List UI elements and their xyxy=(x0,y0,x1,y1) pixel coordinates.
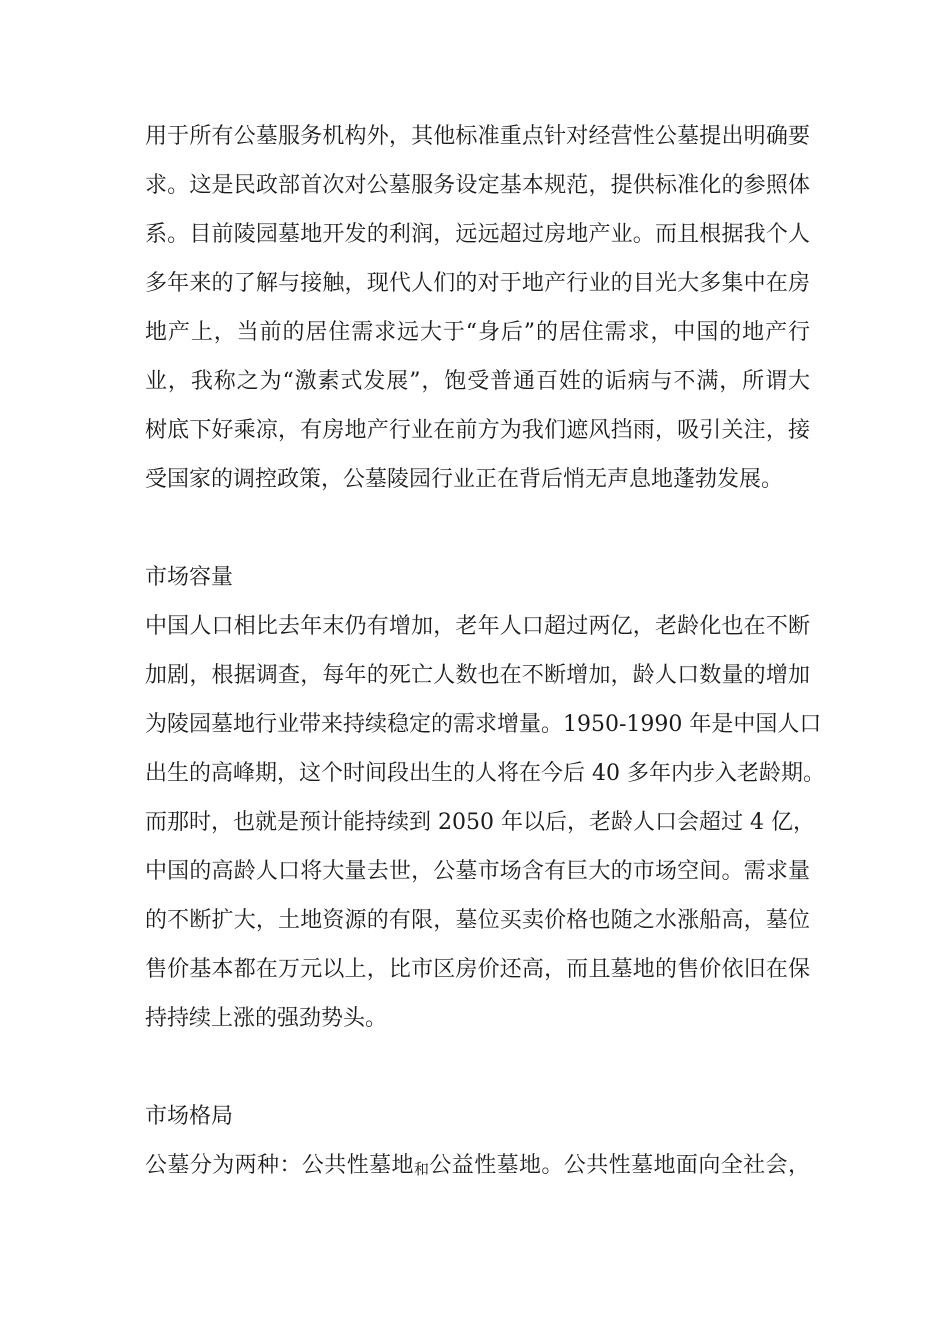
text-line: 持持续上涨的强劲势头。 xyxy=(145,1006,388,1031)
text-line: 售价基本都在万元以上，比市区房价还高，而且墓地的售价依旧在保 xyxy=(145,957,810,982)
text-fragment: 公墓分为两种：公共性墓地 xyxy=(145,1153,414,1178)
text-fragment-small: 和 xyxy=(413,1160,430,1178)
text-line: 中国人口相比去年末仍有增加，老年人口超过两亿，老龄化也在不断 xyxy=(145,614,810,639)
text-line: 出生的高峰期，这个时间段出生的人将在今后 40 多年内步入老龄期。 xyxy=(145,761,825,786)
text-line: 系。目前陵园墓地开发的利润，远远超过房地产业。而且根据我个人 xyxy=(145,222,810,247)
text-line: 受国家的调控政策，公墓陵园行业正在背后悄无声息地蓬勃发展。 xyxy=(145,467,784,492)
paragraph-gap xyxy=(145,504,810,553)
text-line: 业，我称之为“激素式发展”，饱受普通百姓的诟病与不满，所谓大 xyxy=(145,369,810,394)
text-line: 求。这是民政部首次对公墓服务设定基本规范，提供标准化的参照体 xyxy=(145,173,810,198)
section-market-structure xyxy=(145,1092,810,1190)
paragraph-intro xyxy=(145,112,810,504)
section-market-capacity xyxy=(145,553,825,1043)
text-line: 树底下好乘凉，有房地产行业在前方为我们遮风挡雨，吸引关注，接 xyxy=(145,418,810,443)
section-heading: 市场格局 xyxy=(145,1104,234,1129)
text-line: 中国的高龄人口将大量去世，公墓市场含有巨大的市场空间。需求量 xyxy=(145,859,810,884)
text-fragment: 公益性墓地。公共性墓地面向全社会， xyxy=(429,1153,810,1178)
text-line: 地产上，当前的居住需求远大于“身后”的居住需求，中国的地产行 xyxy=(145,320,810,345)
text-line: 用于所有公墓服务机构外，其他标准重点针对经营性公墓提出明确要 xyxy=(145,124,810,149)
section-heading: 市场容量 xyxy=(145,565,234,590)
text-line: 多年来的了解与接触，现代人们的对于地产行业的目光大多集中在房 xyxy=(145,271,810,296)
text-line: 为陵园墓地行业带来持续稳定的需求增量。1950-1990 年是中国人口 xyxy=(145,712,822,737)
text-line xyxy=(145,1141,810,1190)
text-line: 的不断扩大，土地资源的有限，墓位买卖价格也随之水涨船高，墓位 xyxy=(145,908,810,933)
text-line: 而那时，也就是预计能持续到 2050 年以后，老龄人口会超过 4 亿， xyxy=(145,810,815,835)
paragraph-gap xyxy=(145,1043,810,1092)
text-line: 加剧，根据调查，每年的死亡人数也在不断增加，龄人口数量的增加 xyxy=(145,663,810,688)
document-body xyxy=(145,112,825,1190)
